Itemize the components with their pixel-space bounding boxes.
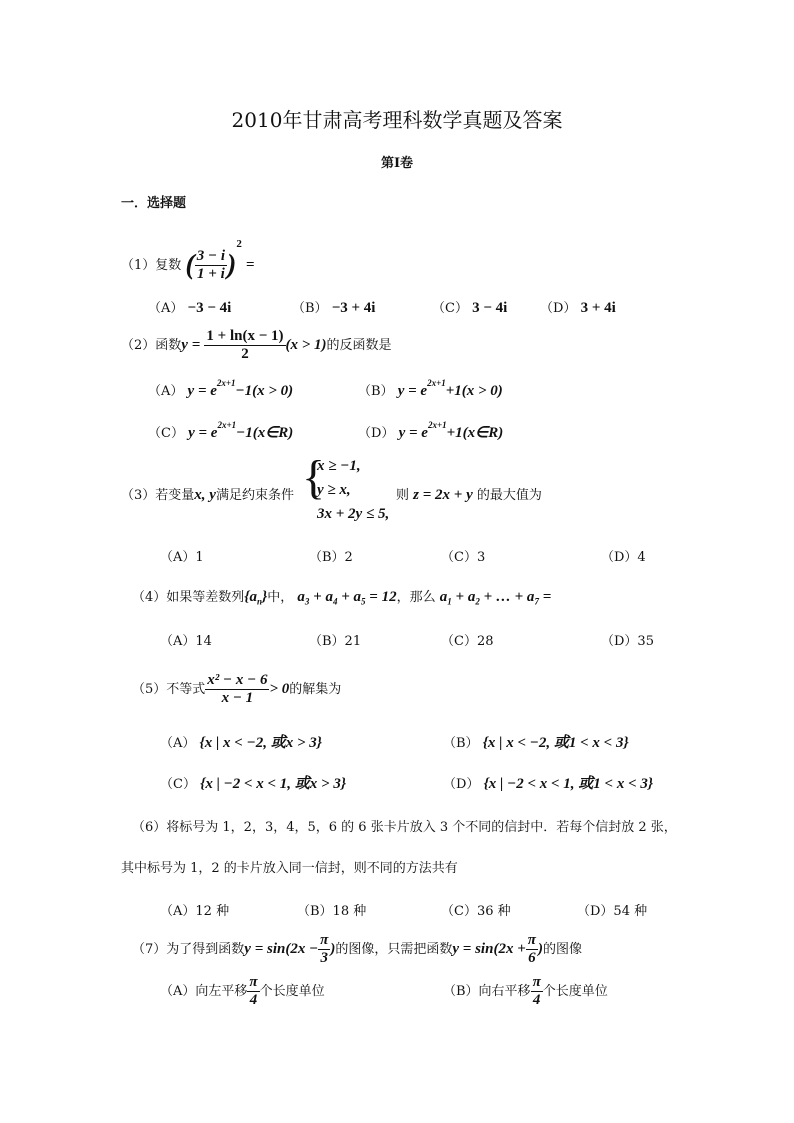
question-1: （1）复数 ( $\frac{3 - i}{1 + i}$ )$^2$ =	[121, 238, 255, 282]
question-7: （7）为了得到函数y = sin(2x − $\frac{\pi}{3}$ )的图像，只需把函数y = sin(2x + $\frac{\pi}{6}$ )的图像	[132, 932, 582, 966]
question-3-stem: （3）若变量x, y满足约束条件	[121, 487, 294, 503]
question-6-line-1: （6）将标号为 1，2，3，4，5，6 的 6 张卡片放入 3 个不同的信封中．若每个信封放 2 张，	[132, 820, 677, 835]
constraint-1: x ≥ −1,	[317, 458, 361, 474]
q6-option-a: （A）12 种	[160, 904, 230, 919]
q6-option-c: （C）36 种	[441, 904, 511, 919]
question-5: （5）不等式 $\frac{\text{x² − x − 6}}{x - 1}$ > 0的解集为	[132, 672, 342, 706]
q1-option-a: （A） −3 − 4i	[148, 300, 232, 316]
left-paren: (	[185, 249, 195, 281]
q5-option-d: （D） {x | −2 < x < 1, 或1 < x < 3}	[443, 776, 654, 792]
q7-option-a: （A）向左平移 $\frac{\pi}{4}$ 个长度单位	[160, 974, 325, 1008]
fraction: $\frac{\pi}{4}$	[532, 974, 541, 1008]
q5-option-b: （B） {x | x < −2, 或1 < x < 3}	[443, 735, 629, 751]
right-paren: )	[227, 249, 237, 281]
q1-option-c: （C） 3 − 4i	[432, 300, 508, 316]
q4-option-b: （B）21	[309, 634, 362, 649]
fraction: $\frac{\pi}{6}$	[527, 932, 536, 966]
constraint-3: 3x + 2y ≤ 5,	[317, 506, 390, 522]
q7-option-b: （B）向右平移 $\frac{\pi}{4}$ 个长度单位	[443, 974, 608, 1008]
q4-option-c: （C）28	[441, 634, 494, 649]
fraction: $\frac{\pi}{4}$	[249, 974, 258, 1008]
question-3-objective: 则 z = 2x + y 的最大值为	[396, 487, 542, 503]
q3-option-c: （C）3	[441, 550, 486, 565]
q3-option-a: （A）1	[160, 550, 204, 565]
fraction: $\frac{\text{x² − x − 6}}{x - 1}$	[207, 672, 268, 706]
q1-option-d: （D） 3 + 4i	[540, 300, 616, 316]
q6-option-b: （B）18 种	[297, 904, 367, 919]
q6-option-d: （D）54 种	[577, 904, 648, 919]
question-2: （2）函数y = $\frac{1 + \ln(x - 1)}{2}$ (x > 1)的反函数是	[121, 328, 392, 362]
q2-option-a: （A） $y = e^{2x+1}-1(x > 0)$	[148, 378, 294, 399]
page-title: 2010年甘肃高考理科数学真题及答案	[231, 108, 563, 132]
question-6-line-2: 其中标号为 1，2 的卡片放入同一信封，则不同的方法共有	[121, 861, 458, 876]
q1-option-b: （B） −3 + 4i	[292, 300, 376, 316]
section-heading: 一．选择题	[121, 196, 187, 211]
q2-option-b: （B） $y = e^{2x+1}+1(x > 0)$	[358, 378, 503, 399]
q5-option-a: （A） {x | x < −2, 或x > 3}	[160, 735, 322, 751]
q2-option-c: （C） $y = e^{2x+1}-1(x\in R)$	[148, 420, 294, 441]
q4-option-d: （D）35	[601, 634, 654, 649]
constraint-2: y ≥ x,	[317, 482, 351, 498]
fraction: $\frac{3 - i}{1 + i}$	[196, 248, 226, 282]
q2-option-d: （D） $y = e^{2x+1}+1(x\in R)$	[358, 420, 504, 441]
q5-option-c: （C） {x | −2 < x < 1, 或x > 3}	[160, 776, 347, 792]
q3-option-b: （B）2	[309, 550, 353, 565]
question-4: （4）如果等差数列$\{a_n\}$中， $a_3 + a_4 + a_5 = 12$，那么 $a_1 + a_2$ + … + $a_7$ =	[132, 589, 552, 607]
fraction: $\frac{1 + \ln(x - 1)}{2}$	[206, 328, 284, 362]
q4-option-a: （A）14	[160, 634, 212, 649]
system-brace: {	[302, 451, 326, 504]
fraction: $\frac{\pi}{3}$	[320, 932, 329, 966]
q3-option-d: （D）4	[601, 550, 646, 565]
volume-heading: 第Ⅰ卷	[380, 156, 414, 171]
